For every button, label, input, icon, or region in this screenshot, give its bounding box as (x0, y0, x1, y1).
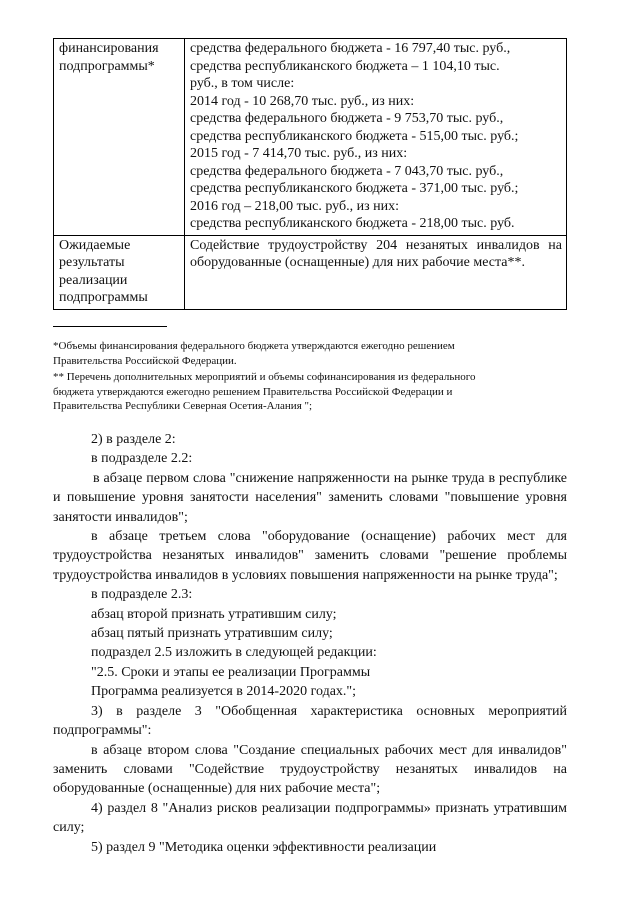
value-line: 2015 год - 7 414,70 тыс. руб., из них: (190, 146, 408, 161)
paragraph: 4) раздел 8 "Анализ рисков реализации подпрограммы» признать утратившим силу; (53, 800, 567, 836)
footnote-line: бюджета утверждаются ежегодно решением Правительства Российской Федерации и (53, 385, 453, 398)
row-value-financing (185, 39, 567, 236)
label-line: реализации (59, 272, 128, 288)
value-line: средства республиканского бюджета - 218,00 тыс. руб. (190, 216, 515, 231)
value-line: средства республиканского бюджета – 1 104,10 тыс. (190, 58, 500, 74)
label-line: финансирования (59, 41, 159, 56)
amendment-text (53, 430, 567, 857)
paragraph: 2) в разделе 2: (91, 432, 176, 447)
paragraph: абзац пятый признать утратившим силу; (91, 626, 333, 642)
footnote-line: Правительства Российской Федерации. (53, 354, 237, 367)
footnote-divider (53, 326, 167, 327)
value-line: руб., в том числе: (190, 76, 295, 91)
paragraph: 5) раздел 9 "Методика оценки эффективности реализации (91, 839, 437, 855)
value-line: средства федерального бюджета - 16 797,40 тыс. руб., (190, 41, 511, 56)
paragraph: Программа реализуется в 2014-2020 годах."; (91, 684, 357, 700)
footnote-line: *Объемы финансирования федерального бюджета утверждаются ежегодно решением (53, 340, 455, 352)
paragraph: в абзаце втором слова "Создание специальных рабочих мест для инвалидов" заменить словами "Содействие трудоустройству незанятых инвалидов на оборудованные (оснащенные) для них рабочие места"; (53, 742, 567, 797)
label-line: результаты (59, 255, 125, 270)
value-line: средства федерального бюджета - 7 043,70 тыс. руб., (190, 163, 504, 179)
row-label-financing (54, 39, 185, 236)
value-line: средства федерального бюджета - 9 753,70 тыс. руб., (190, 111, 504, 126)
value-line: средства республиканского бюджета - 515,00 тыс. руб.; (190, 128, 519, 144)
label-line: Ожидаемые (59, 237, 131, 253)
paragraph: в подразделе 2.3: (91, 587, 193, 603)
paragraph: в подразделе 2.2: (91, 451, 193, 467)
paragraph: подраздел 2.5 изложить в следующей редакции: (91, 645, 377, 661)
paragraph: "2.5. Сроки и этапы ее реализации Программы (91, 664, 371, 680)
paragraph: 3) в разделе 3 "Обобщенная характеристика основных мероприятий подпрограммы": (53, 703, 567, 739)
value-line: 2014 год - 10 268,70 тыс. руб., из них: (190, 93, 415, 109)
label-line: подпрограммы (59, 290, 148, 305)
paragraph: абзац второй признать утратившим силу; (91, 606, 337, 622)
value-line: средства республиканского бюджета - 371,00 тыс. руб.; (190, 181, 519, 196)
row-label-results (54, 235, 185, 309)
footnote-line: ** Перечень дополнительных мероприятий и объемы софинансирования из федерального (53, 371, 476, 383)
label-line: подпрограммы* (59, 58, 155, 74)
footnote-line: Правительства Республики Северная Осетия-Алания "; (53, 400, 313, 412)
table-row-financing (54, 39, 567, 236)
footnote-2 (53, 370, 567, 414)
value-line: 2016 год – 218,00 тыс. руб., из них: (190, 198, 400, 214)
table-row-results (54, 235, 567, 309)
footnote-1 (53, 339, 567, 368)
paragraph: в абзаце первом слова "снижение напряженности на рынке труда в республике и повышение уровня занятости населения" заменить словами "повышение уровня занятости инвалидов"; (53, 470, 567, 525)
passport-table (53, 38, 567, 310)
paragraph: в абзаце третьем слова "оборудование (оснащение) рабочих мест для трудоустройства незанятых инвалидов" заменить словами "решение проблемы трудоустройства инвалидов в условиях повышения напряженности на рынке труда"; (53, 529, 567, 583)
row-value-results: Содействие трудоустройству 204 незанятых инвалидов на оборудованные (оснащенные) для них рабочие места**. (185, 235, 567, 309)
